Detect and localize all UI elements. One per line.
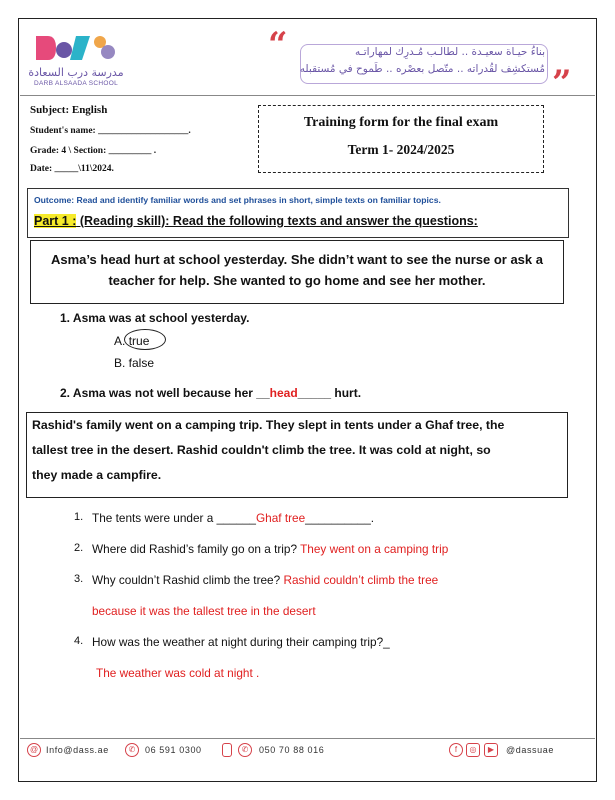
footer-mobile: 050 70 88 016	[259, 745, 325, 755]
footer-phone: 06 591 0300	[145, 745, 202, 755]
reading-text-box-1	[30, 240, 564, 304]
question-1: 1. Asma was at school yesterday.	[60, 311, 250, 325]
instagram-icon: ◎	[466, 743, 480, 757]
question-text: Where did Rashid’s family go on a trip?	[92, 542, 301, 556]
answer-text: Ghaf tree	[255, 511, 306, 525]
exam-title: Training form for the final exam	[303, 115, 499, 130]
header-divider	[20, 95, 595, 96]
part-heading	[34, 214, 478, 228]
footer-social: @dassuae	[506, 745, 554, 755]
email-icon: @	[27, 743, 41, 757]
exam-term: Term 1- 2024/2025	[347, 142, 455, 157]
mobile-icon	[222, 743, 232, 757]
whatsapp-icon: ✆	[238, 743, 252, 757]
question-number: 3.	[74, 573, 84, 585]
question-number: 1.	[74, 511, 84, 523]
motto-line-1: بناءُ حيـاة سعيـدة .. لطالـب مُـدرِك لمهاراتـه	[355, 46, 545, 58]
question-item	[92, 542, 448, 556]
quote-open-icon: “	[268, 25, 288, 65]
reading-text-1-line-1: Asma’s head hurt at school yesterday. She didn’t want to see the nurse or ask a	[51, 252, 543, 267]
part-instruction: (Reading skill): Read the following texts and answer the questions:	[76, 214, 478, 228]
logo-english-text: DARB ALSAADA SCHOOL	[33, 80, 119, 87]
answer-continuation: because it was the tallest tree in the desert	[92, 604, 316, 618]
logo-arabic-text: مدرسة درب السعادة	[28, 66, 124, 79]
reading-text-2-line-1: Rashid's family went on a camping trip. They slept in tents under a Ghaf tree, the	[32, 418, 505, 432]
question-blank: __________.	[305, 511, 375, 525]
youtube-icon: ▶	[484, 743, 498, 757]
option-a-prefix: A.	[114, 334, 126, 348]
question-text: The tents were under a ______	[92, 511, 256, 525]
reading-text-2-line-2: tallest tree in the desert. Rashid couldn't climb the tree. It was cold at night, so	[32, 443, 491, 457]
answer-text: The weather was cold at night .	[96, 666, 260, 680]
footer-email: Info@dass.ae	[46, 745, 109, 755]
question-number: 2.	[74, 542, 84, 554]
question-item	[92, 573, 438, 587]
grade-section-field: Grade: 4 \ Section: _________ .	[30, 146, 157, 156]
reading-text-1-line-2: teacher for help. She wanted to go home and see her mother.	[108, 273, 486, 288]
motto-line-2: مُستكشِف لقُدراته .. متّصل بعصْره .. طَموح في مُستقبله	[299, 63, 545, 75]
question-number: 4.	[74, 635, 84, 647]
part-label: Part 1 :	[34, 214, 77, 228]
quote-close-icon: ”	[552, 63, 572, 103]
student-name-field: Student's name: ___________________.	[30, 126, 191, 136]
question-2-before: 2. Asma was not well because her __	[60, 386, 270, 400]
question-2-after: _____ hurt.	[297, 386, 362, 400]
question-text: Why couldn’t Rashid climb the tree?	[92, 573, 284, 587]
option-a-text: true	[128, 334, 150, 348]
question-2	[60, 386, 361, 400]
phone-icon: ✆	[125, 743, 139, 757]
facebook-icon: f	[449, 743, 463, 757]
answer-circle	[124, 329, 166, 350]
question-item	[92, 511, 374, 525]
date-field: Date: _____\11\2024.	[30, 164, 114, 174]
outcome-text: Outcome: Read and identify familiar words and set phrases in short, simple texts on familiar topics.	[34, 195, 441, 205]
subject-label: Subject: English	[30, 104, 108, 116]
option-b: B. false	[114, 356, 155, 370]
reading-text-2-line-3: they made a campfire.	[32, 468, 162, 482]
answer-text: They went on a camping trip	[300, 542, 449, 556]
question-2-answer: head	[269, 386, 298, 400]
answer-text: Rashid couldn’t climb the tree	[283, 573, 439, 587]
footer-divider	[20, 738, 595, 739]
question-text: How was the weather at night during their camping trip?_	[92, 635, 390, 649]
